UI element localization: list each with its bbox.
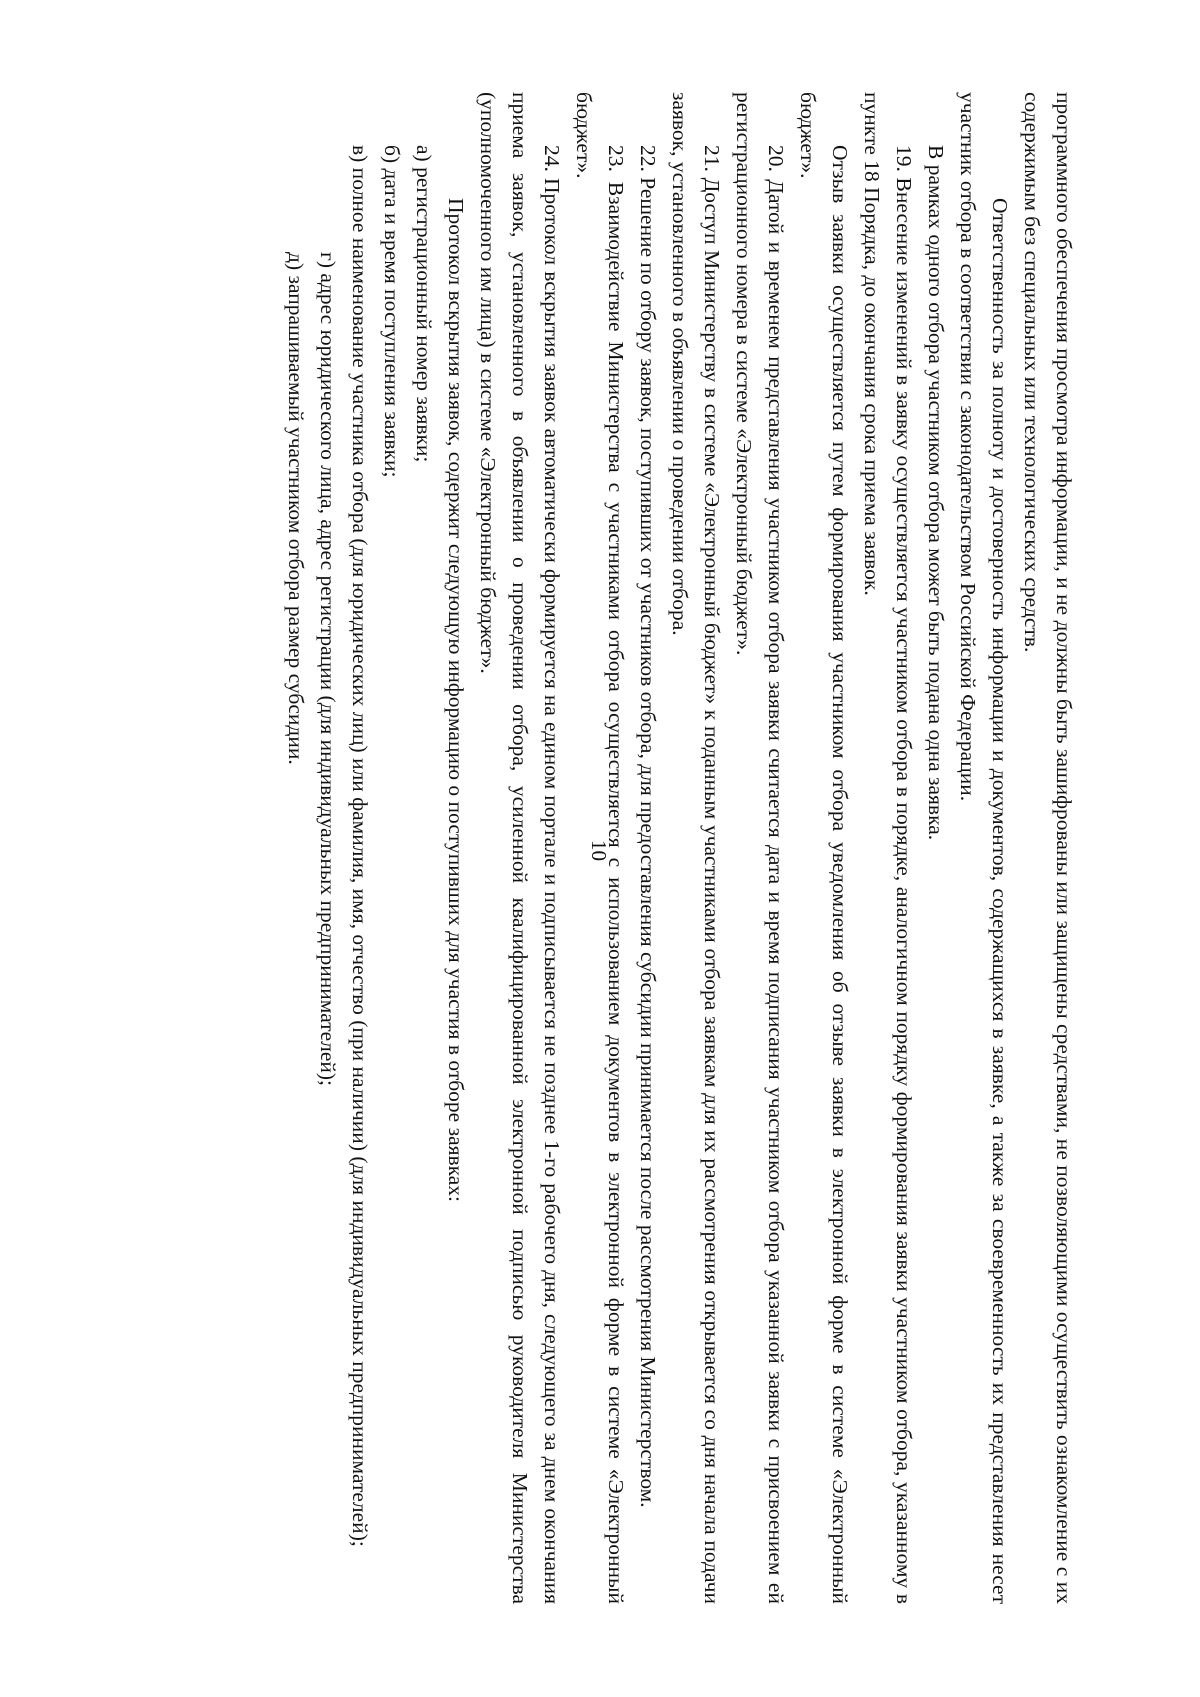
paragraph: 19. Внесение изменений в заявку осуществляется участником отбора в порядке, аналогичном порядку формирования заявки участником отбора, указанному в пункте 18 Порядка, до окончания срока приема заявок.: [860, 92, 916, 1604]
paragraph: Отзыв заявки осуществляется путем формирования участником отбора уведомления об отзыве заявки в электронной форме в системе «Электронный бюджет».: [796, 92, 852, 1604]
list-item: в) полное наименование участника отбора (для юридических лиц) или фамилия, имя, отчество (при наличии) (для индивидуальных предпринимателей);: [348, 145, 372, 1547]
document-body: [120, 92, 1080, 1604]
paragraph: Протокол вскрытия заявок, содержит следующую информацию о поступивших для участия в отборе заявках:: [444, 198, 468, 1203]
paragraph: В рамках одного отбора участником отбора может быть подана одна заявка.: [924, 145, 948, 841]
paragraph: 24. Протокол вскрытия заявок автоматически формируется на едином портале и подписывается не позднее 1-го рабочего дня, следующего за днем окончания приема заявок, установленного в объявлении о проведении отбора, усиленной квалифицированной электронной подписью руководителя Министерства (уполномоченного им лица) в системе «Электронный бюджет».: [476, 92, 564, 1604]
list-item: г) адрес юридического лица, адрес регистрации (для индивидуальных предпринимателей);: [316, 252, 340, 1087]
page-number: 10: [587, 840, 611, 861]
list-item: б) дата и время поступления заявки;: [380, 145, 404, 478]
paragraph: 21. Доступ Министерству в системе «Электронный бюджет» к поданным участниками отбора заявкам для их рассмотрения открывается со дня начала подачи заявок, установленного в объявлении о проведении отбора.: [668, 92, 724, 1604]
paragraph: Ответственность за полноту и достоверность информации и документов, содержащихся в заявке, а также за своевременность их представления несет участник отбора в соответствии с законодательством Российской Федерации.: [956, 92, 1012, 1604]
paragraph: 22. Решение по отбору заявок, поступивших от участников отбора, для предоставления субсидии принимается после рассмотрения Министерством.: [636, 145, 660, 1508]
paragraph: 23. Взаимодействие Министерства с участниками отбора осуществляется с использованием документов в электронной форме в системе «Электронный бюджет».: [572, 92, 628, 1604]
list-item: д) запрашиваемый участником отбора размер субсидии.: [284, 252, 308, 765]
paragraph: 20. Датой и временем представления участником отбора заявки считается дата и время подписания участником отбора указанной заявки с присвоением ей регистрационного номера в системе «Электронный бюджет».: [732, 92, 788, 1604]
list-item: а) регистрационный номер заявки;: [412, 145, 436, 463]
paragraph: программного обеспечения просмотра информации, и не должны быть зашифрованы или защищены средствами, не позволяющими осуществить ознакомление с их содержимым без специальных или технологических средств.: [1020, 92, 1076, 1604]
